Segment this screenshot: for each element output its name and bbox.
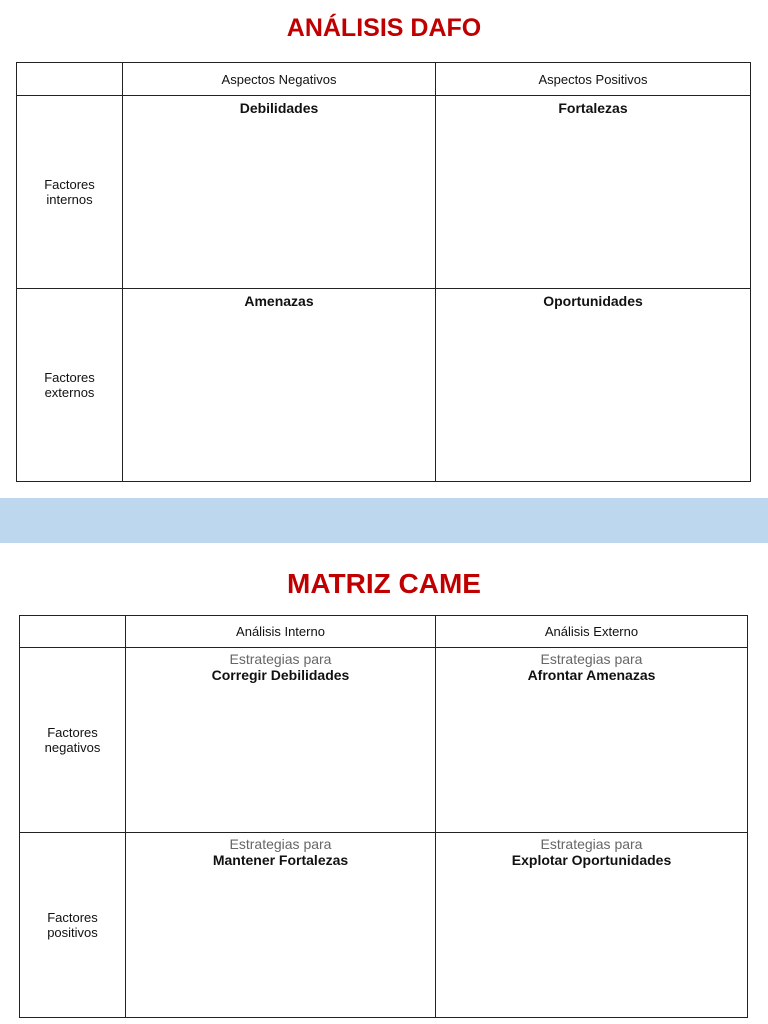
row-label-line: Factores	[47, 910, 98, 925]
dafo-row-internos	[17, 96, 751, 289]
came-col-header: Análisis Externo	[436, 616, 748, 648]
came-col-header: Análisis Interno	[126, 616, 436, 648]
row-label-line: Factores	[44, 370, 95, 385]
row-label-line: Factores	[47, 725, 98, 740]
quadrant-title: Fortalezas	[558, 100, 628, 116]
strategy-prefix: Estrategias para	[540, 836, 643, 852]
dafo-row-externos	[17, 289, 751, 482]
dafo-quadrant-oportunidades[interactable]	[436, 289, 751, 482]
strategy-prefix: Estrategias para	[229, 651, 332, 667]
quadrant-title: Debilidades	[239, 100, 319, 116]
dafo-table	[16, 62, 751, 482]
strategy-prefix: Estrategias para	[540, 651, 643, 667]
dafo-corner-cell	[17, 63, 123, 96]
came-row-label	[20, 648, 126, 833]
strategy-title: Corregir Debilidades	[211, 667, 350, 683]
came-table	[19, 615, 748, 1018]
came-row-negativos	[20, 648, 748, 833]
dafo-quadrant-debilidades[interactable]	[123, 96, 436, 289]
came-row-positivos	[20, 833, 748, 1018]
dafo-quadrant-amenazas[interactable]	[123, 289, 436, 482]
row-label-line: positivos	[47, 925, 98, 940]
quadrant-title: Amenazas	[244, 293, 314, 309]
came-corner-cell	[20, 616, 126, 648]
dafo-row-label	[17, 289, 123, 482]
row-label-line: Factores	[44, 177, 95, 192]
dafo-title: ANÁLISIS DAFO	[286, 14, 482, 42]
strategy-title: Mantener Fortalezas	[212, 852, 349, 868]
row-label-line: externos	[44, 385, 95, 400]
came-header-row	[20, 616, 748, 648]
dafo-col-header: Aspectos Positivos	[436, 63, 751, 96]
section-divider-band	[0, 498, 768, 543]
came-quadrant-corregir[interactable]	[126, 648, 436, 833]
dafo-row-label	[17, 96, 123, 289]
came-quadrant-afrontar[interactable]	[436, 648, 748, 833]
strategy-prefix: Estrategias para	[229, 836, 332, 852]
came-title: MATRIZ CAME	[287, 568, 481, 599]
row-label-line: negativos	[44, 740, 101, 755]
dafo-header-row	[17, 63, 751, 96]
dafo-quadrant-fortalezas[interactable]	[436, 96, 751, 289]
strategy-title: Afrontar Amenazas	[527, 667, 656, 683]
strategy-title: Explotar Oportunidades	[511, 852, 672, 868]
quadrant-title: Oportunidades	[543, 293, 643, 309]
came-quadrant-explotar[interactable]	[436, 833, 748, 1018]
came-quadrant-mantener[interactable]	[126, 833, 436, 1018]
dafo-col-header: Aspectos Negativos	[123, 63, 436, 96]
row-label-line: internos	[46, 192, 93, 207]
came-row-label	[20, 833, 126, 1018]
